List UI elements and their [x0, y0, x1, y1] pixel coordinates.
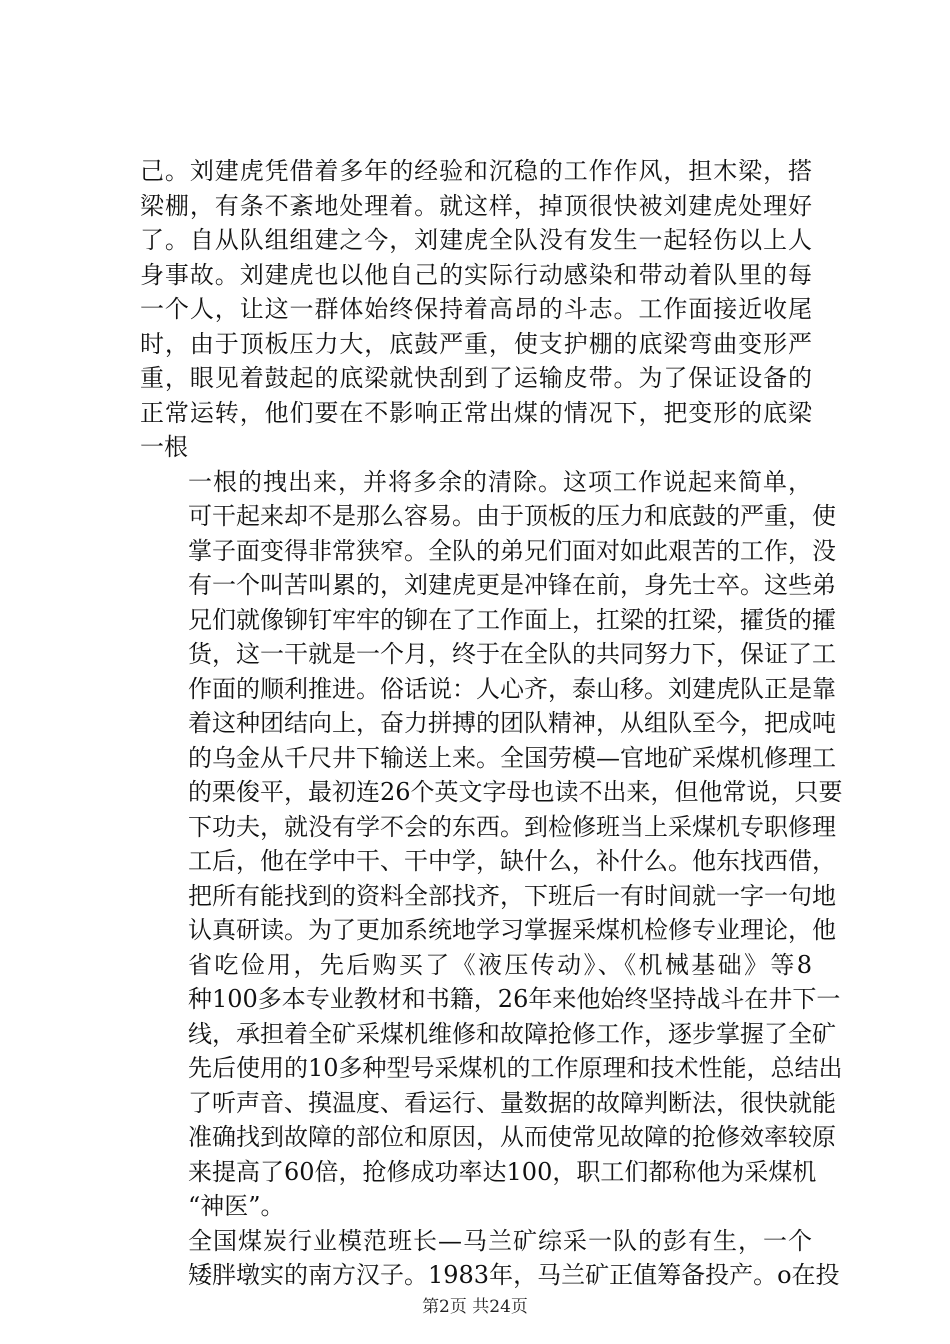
text-line: 认真研读。为了更加系统地学习掌握采煤机检修专业理论，他 [188, 916, 836, 944]
paragraph [140, 948, 843, 1224]
text-line: 一根的拽出来，并将多余的清除。这项工作说起来简单， [188, 467, 812, 496]
page-number-footer: 第2页 共24页 [422, 1297, 528, 1317]
text-line: 己。刘建虎凭借着多年的经验和沉稳的工作作风，担木梁，搭 [140, 157, 812, 185]
text-line: 作面的顺利推进。俗话说：人心齐，泰山移。刘建虎队正是靠 [188, 674, 836, 703]
text-line: 正常运转，他们要在不影响正常出煤的情况下，把变形的底梁 [140, 398, 812, 427]
paragraph [140, 1224, 840, 1293]
text-line: 有一个叫苦叫累的，刘建虎更是冲锋在前，身先士卒。这些弟 [188, 571, 836, 599]
document-body [140, 154, 843, 1293]
text-line: 把所有能找到的资料全部找齐，下班后一有时间就一字一句地 [188, 881, 836, 910]
text-line: 种100多本专业教材和书籍，26年来他始终坚持战斗在井下一 [188, 985, 841, 1013]
text-line: 了。自从队组组建之今，刘建虎全队没有发生一起轻伤以上人 [140, 226, 812, 254]
text-line: 全国煤炭行业模范班长—马兰矿综采一队的彭有生，一个 [188, 1226, 812, 1255]
text-line: 工后，他在学中干、干中学，缺什么，补什么。他东找西借， [188, 847, 836, 875]
text-line: 重，眼见着鼓起的底梁就快刮到了运输皮带。为了保证设备的 [140, 364, 812, 392]
text-line: 兄们就像铆钉牢牢的铆在了工作面上，扛梁的扛梁，攉货的攉 [188, 605, 836, 634]
text-line: 身事故。刘建虎也以他自己的实际行动感染和带动着队里的每 [140, 260, 812, 289]
text-line: “神医”。 [188, 1192, 285, 1220]
text-line: 了听声音、摸温度、看运行、量数据的故障判断法，很快就能 [188, 1088, 836, 1117]
text-line: 一根 [140, 433, 188, 461]
text-line: 线，承担着全矿采煤机维修和故障抢修工作，逐步掌握了全矿 [188, 1019, 836, 1048]
text-line: 时，由于顶板压力大，底鼓严重，使支护棚的底梁弯曲变形严 [140, 329, 812, 358]
paragraph [140, 465, 843, 948]
text-line: 来提高了60倍，抢修成功率达100，职工们都称他为采煤机 [188, 1157, 817, 1186]
text-line: 的栗俊平，最初连26个英文字母也读不出来，但他常说，只要 [188, 778, 843, 806]
text-line: 掌子面变得非常狭窄。全队的弟兄们面对如此艰苦的工作，没 [188, 536, 836, 565]
text-line: 矮胖墩实的南方汉子。1983年，马兰矿正值筹备投产。o在投 [188, 1261, 840, 1289]
paragraph [140, 154, 812, 465]
text-line: 梁棚，有条不紊地处理着。就这样，掉顶很快被刘建虎处理好 [140, 191, 812, 220]
text-line: 先后使用的10多种型号采煤机的工作原理和技术性能，总结出 [188, 1054, 843, 1082]
text-line: 下功夫，就没有学不会的东西。到检修班当上采煤机专职修理 [188, 812, 836, 841]
text-line: 省吃俭用，先后购买了《液压传动》、《机械基础》等8 [188, 950, 812, 979]
text-line: 可干起来却不是那么容易。由于顶板的压力和底鼓的严重，使 [188, 502, 836, 530]
text-line: 着这种团结向上，奋力拼搏的团队精神，从组队至今，把成吨 [188, 709, 836, 737]
text-line: 一个人，让这一群体始终保持着高昂的斗志。工作面接近收尾 [140, 295, 812, 323]
text-line: 准确找到故障的部位和原因，从而使常见故障的抢修效率较原 [188, 1123, 836, 1151]
text-line: 的乌金从千尺井下输送上来。全国劳模—官地矿采煤机修理工 [188, 743, 836, 772]
text-line: 货，这一干就是一个月，终于在全队的共同努力下，保证了工 [188, 640, 836, 668]
